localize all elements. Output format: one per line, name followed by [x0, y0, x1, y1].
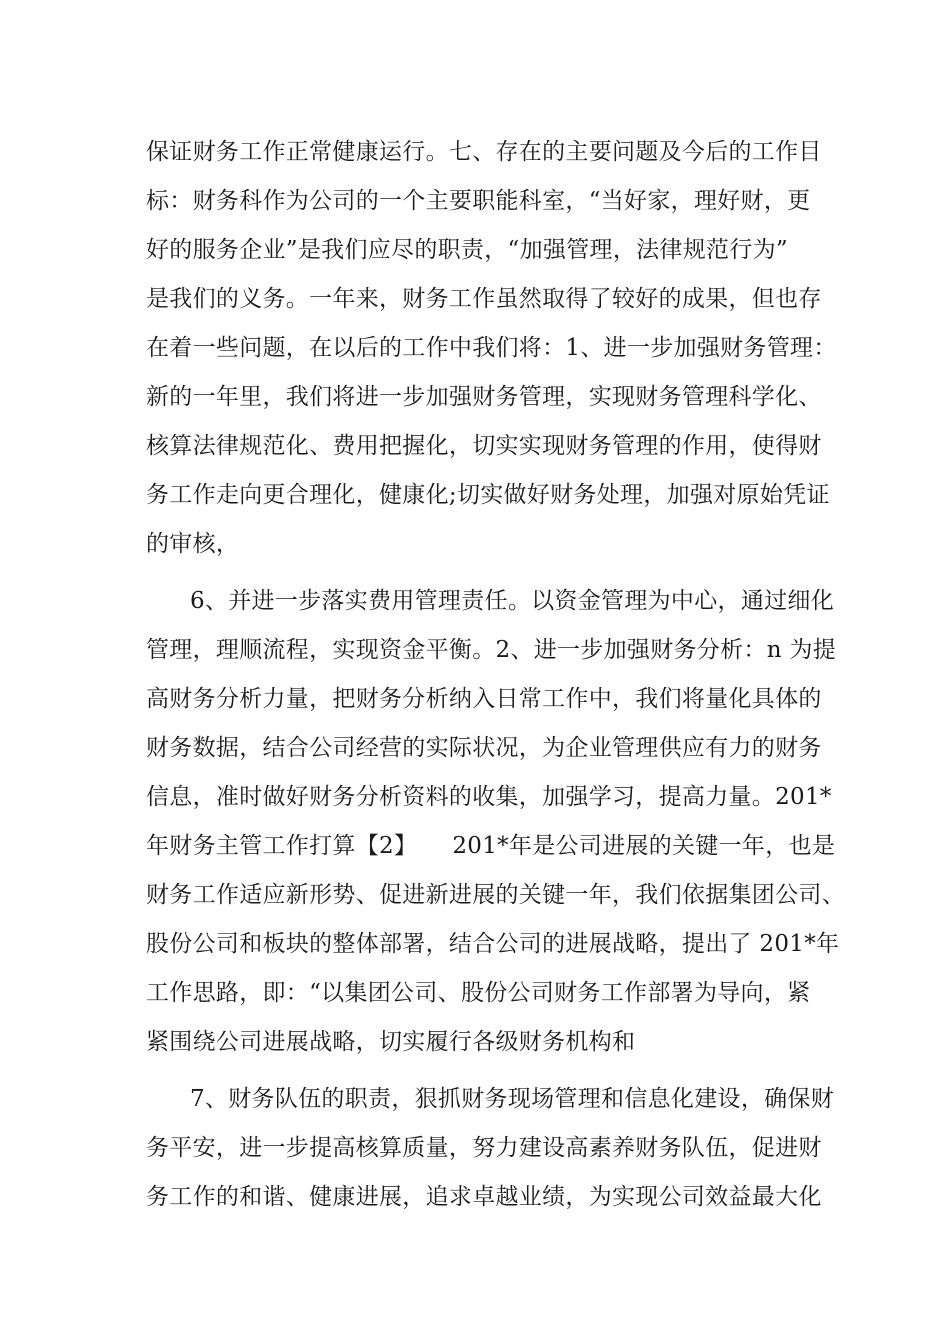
text-line: 核算法律规范化、费用把握化，切实实现财务管理的作用，使得财	[146, 433, 822, 459]
text-line: 管理，理顺流程，实现资金平衡。2、进一步加强财务分析：n 为提	[146, 637, 837, 663]
text-line: 好的服务企业”是我们应尽的职责，“加强管理，法律规范行为”	[146, 237, 788, 263]
text-line: 财务数据，结合公司经营的实际状况，为企业管理供应有力的财务	[146, 735, 822, 761]
text-line: 务平安，进一步提高核算质量，努力建设高素养财务队伍，促进财	[146, 1135, 822, 1161]
text-line: 财务工作适应新形势、促进新进展的关键一年，我们依据集团公司、	[146, 882, 845, 908]
text-line: 股份公司和板块的整体部署，结合公司的进展战略，提出了 201*年	[146, 931, 840, 957]
text-line: 务工作走向更合理化，健康化;切实做好财务处理，加强对原始凭证	[146, 482, 830, 508]
paragraph-start-line: 7、财务队伍的职责，狠抓财务现场管理和信息化建设，确保财	[190, 1086, 835, 1112]
text-line: 在着一些问题，在以后的工作中我们将：1、进一步加强财务管理：	[146, 335, 837, 361]
text-line: 务工作的和谐、健康进展，追求卓越业绩，为实现公司效益最大化	[146, 1184, 822, 1210]
text-line: 信息，准时做好财务分析资料的收集，加强学习，提高力量。201*	[146, 784, 832, 810]
text-line: 保证财务工作正常健康运行。七、存在的主要问题及今后的工作目	[146, 139, 822, 165]
text-line: 年财务主管工作打算【2】 201*年是公司进展的关键一年，也是	[146, 833, 836, 859]
text-line: 工作思路，即：“以集团公司、股份公司财务工作部署为导向，紧	[146, 980, 811, 1006]
text-line: 标：财务科作为公司的一个主要职能科室，“当好家，理好财，更	[146, 188, 811, 214]
text-line: 新的一年里，我们将进一步加强财务管理，实现财务管理科学化、	[146, 384, 822, 410]
paragraph-start-line: 6、并进一步落实费用管理责任。以资金管理为中心，通过细化	[190, 588, 835, 614]
text-line: 的审核，	[146, 531, 240, 557]
text-line: 是我们的义务。一年来，财务工作虽然取得了较好的成果，但也存	[146, 286, 822, 312]
text-line: 高财务分析力量，把财务分析纳入日常工作中，我们将量化具体的	[146, 686, 822, 712]
text-line: 紧围绕公司进展战略，切实履行各级财务机构和	[146, 1029, 636, 1055]
